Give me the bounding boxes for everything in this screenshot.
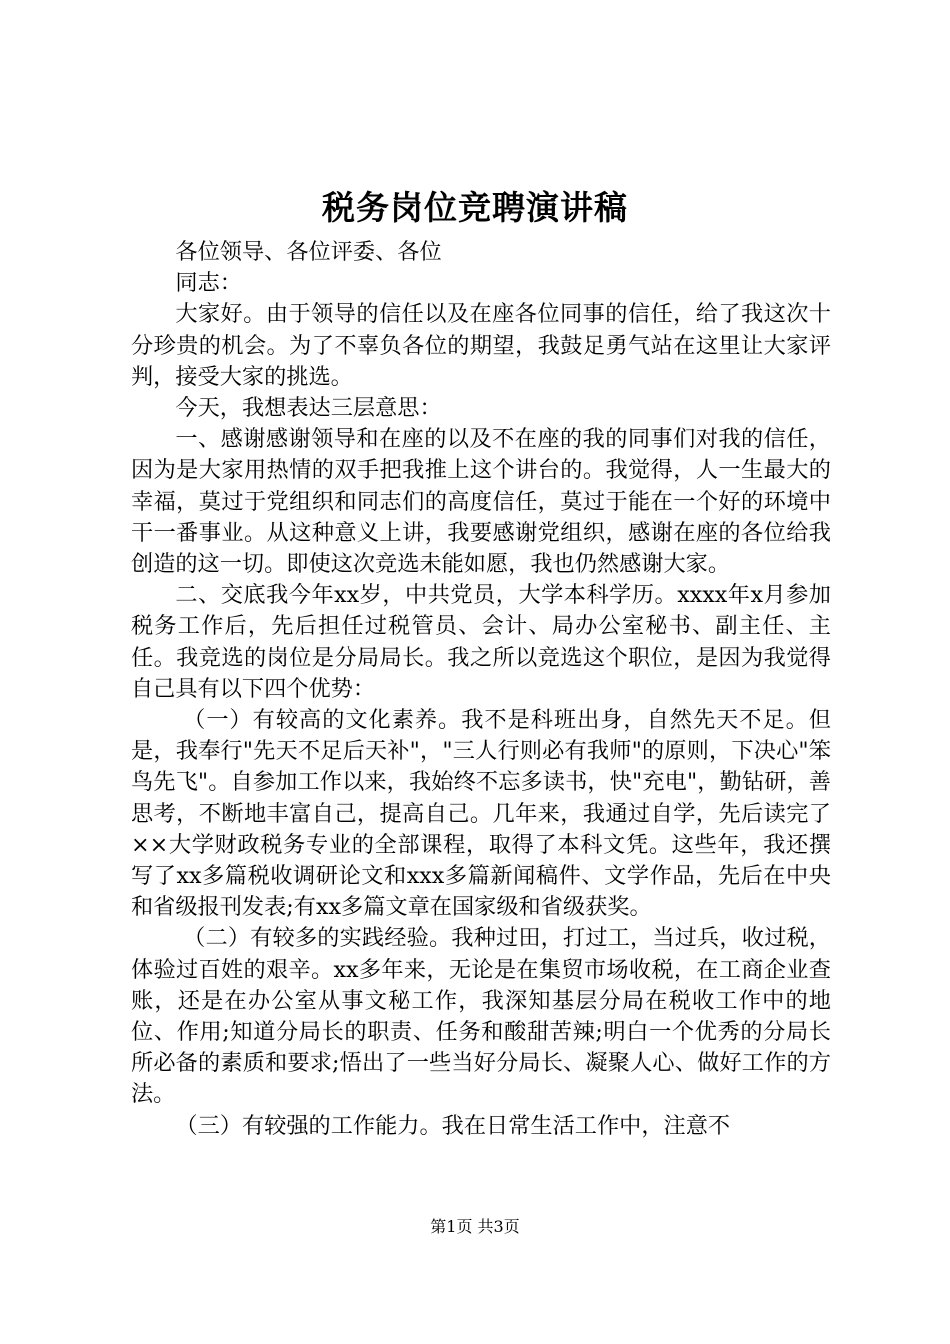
paragraph-point-2: 二、交底我今年xx岁，中共党员，大学本科学历。xxxx年x月参加税务工作后，先后担任过税管员、会计、局办公室秘书、副主任、主任。我竞选的岗位是分局局长。我之所以竞选这个职位，是因为我觉得自己具有以下四个优势： <box>131 582 831 702</box>
paragraph-advantage-2: （二）有较多的实践经验。我种过田，打过工，当过兵，收过税，体验过百姓的艰辛。xx多年来，无论是在集贸市场收税，在工商企业查账，还是在办公室从事文秘工作，我深知基层分局在税收工作中的地位、作用;知道分局长的职责、任务和酸甜苦辣;明白一个优秀的分局长所必备的素质和要求;悟出了一些当好分局长、凝聚人心、做好工作的方法。 <box>131 925 831 1108</box>
paragraph-intro: 今天，我想表达三层意思： <box>175 395 442 422</box>
paragraph-greeting: 大家好。由于领导的信任以及在座各位同事的信任，给了我这次十分珍贵的机会。为了不辜负各位的期望，我鼓足勇气站在这里让大家评判，接受大家的挑选。 <box>131 301 831 390</box>
paragraph-advantage-1: （一）有较高的文化素养。我不是科班出身，自然先天不足。但是，我奉行"先天不足后天补"，"三人行则必有我师"的原则，下决心"笨鸟先飞"。自参加工作以来，我始终不忘多读书，快"充电"，勤钻研，善思考，不断地丰富自己，提高自己。几年来，我通过自学，先后读完了××大学财政税务专业的全部课程，取得了本科文凭。这些年，我还撰写了xx多篇税收调研论文和xxx多篇新闻稿件、文学作品，先后在中央和省级报刊发表;有xx多篇文章在国家级和省级获奖。 <box>131 707 831 921</box>
paragraph-advantage-3: （三）有较强的工作能力。我在日常生活工作中，注意不 <box>175 1112 731 1139</box>
paragraph-point-1: 一、感谢感谢领导和在座的以及不在座的我的同事们对我的信任，因为是大家用热情的双手把我推上这个讲台的。我觉得，人一生最大的幸福，莫过于党组织和同志们的高度信任，莫过于能在一个好的环境中干一番事业。从这种意义上讲，我要感谢党组织，感谢在座的各位给我创造的这一切。即使这次竞选未能如愿，我也仍然感谢大家。 <box>131 426 831 578</box>
salutation-line-1: 各位领导、各位评委、各位 <box>175 239 442 265</box>
salutation-line-2: 同志： <box>175 270 242 297</box>
document-body <box>131 237 831 1142</box>
page-number: 第1页 共3页 <box>430 1217 520 1236</box>
document-title: 税务岗位竞聘演讲稿 <box>322 188 628 227</box>
